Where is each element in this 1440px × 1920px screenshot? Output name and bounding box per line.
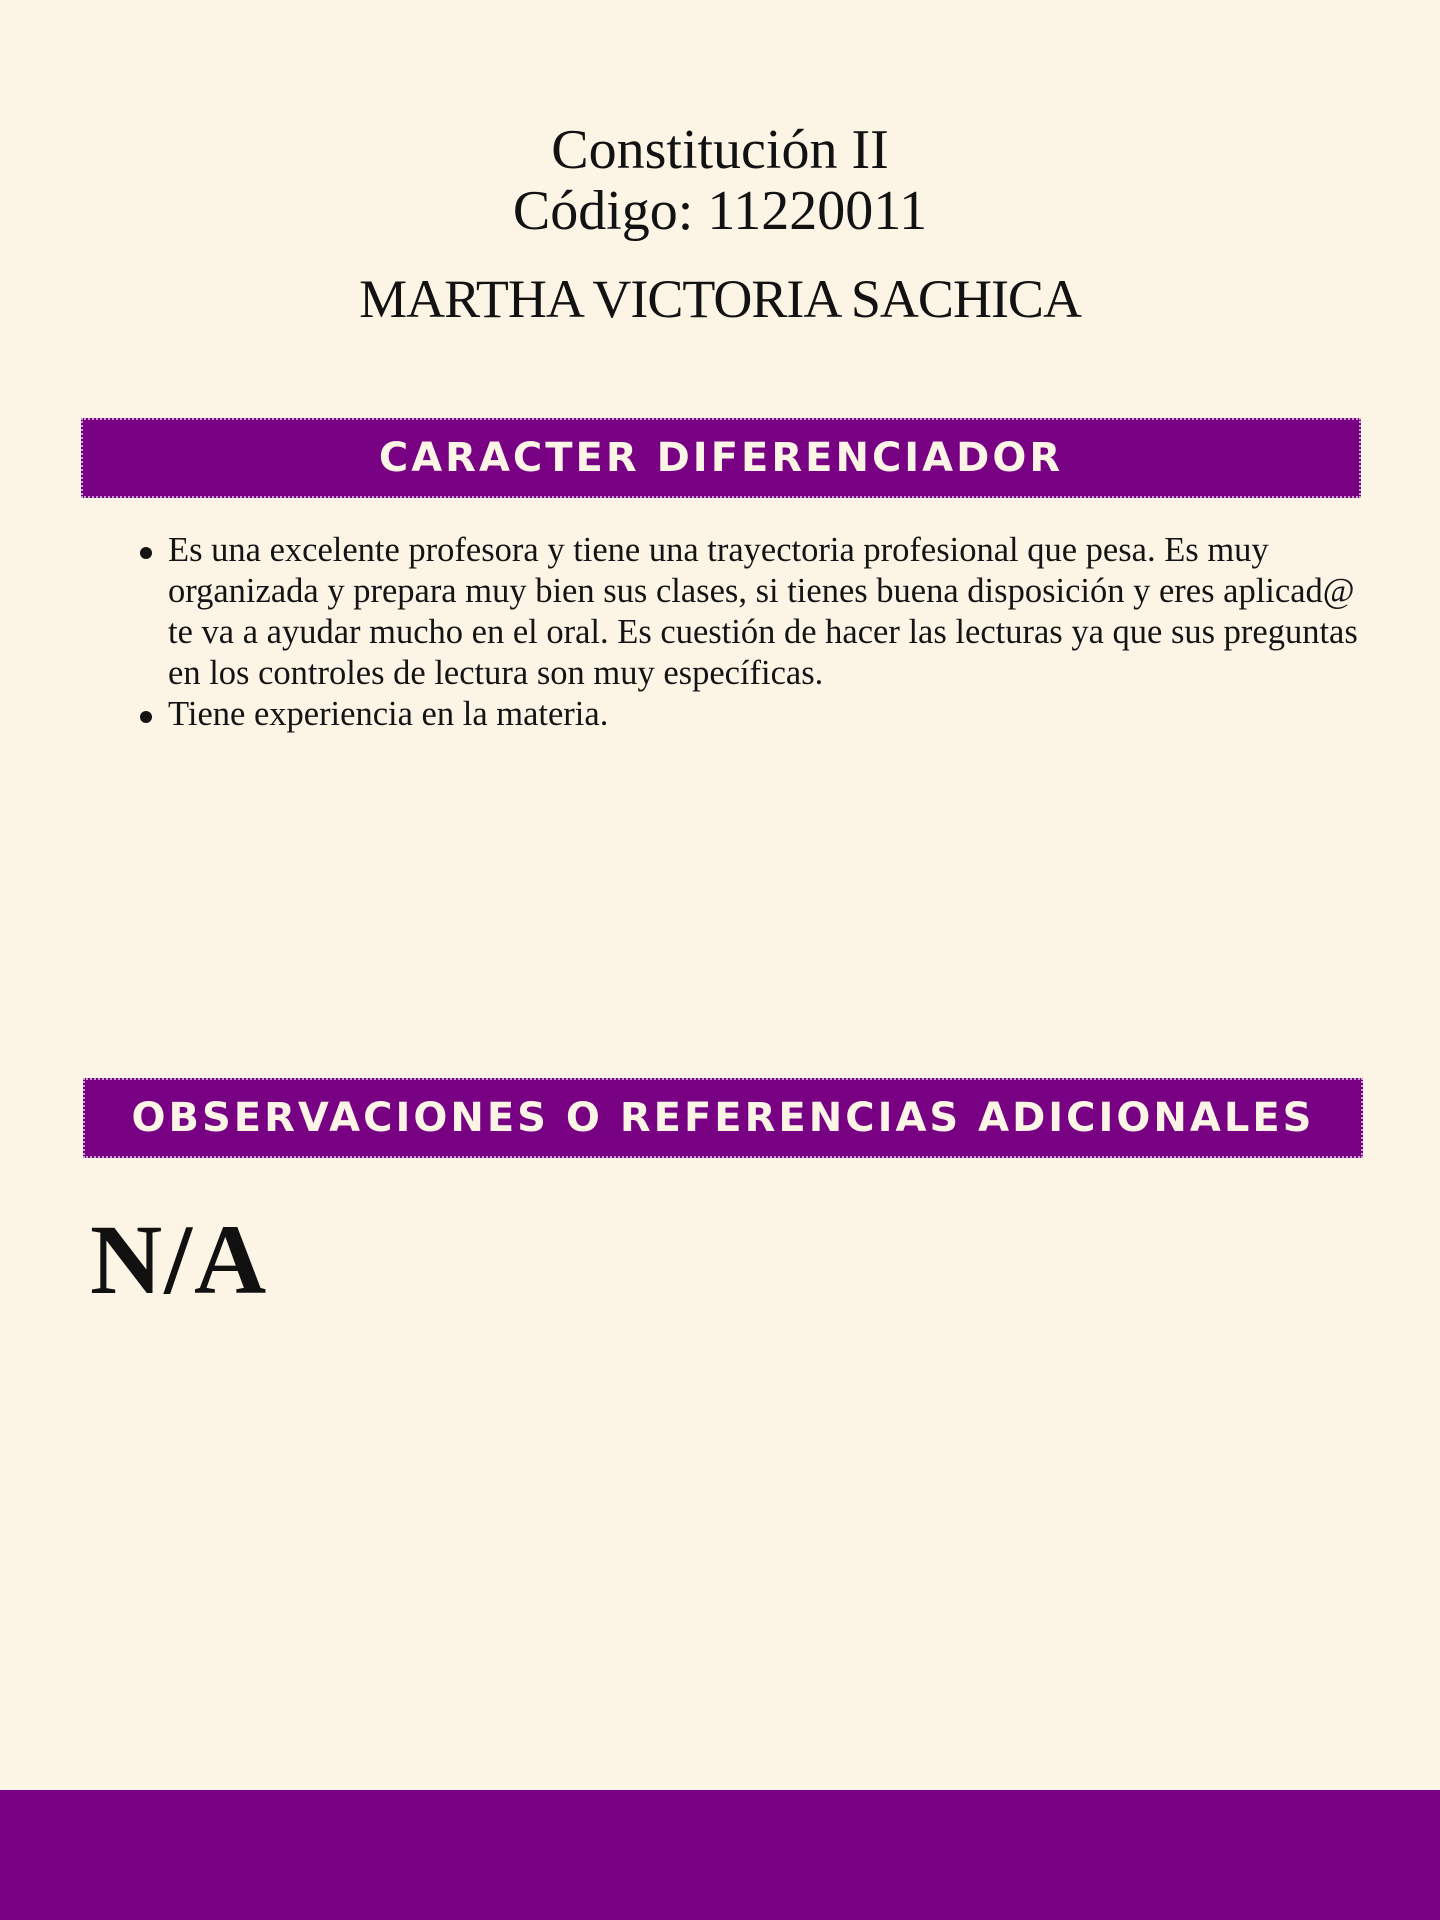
list-item: [140, 530, 1365, 694]
course-title: Constitución II: [551, 119, 889, 181]
list-item-text: Es una excelente profesora y tiene una trayectoria profesional que pesa. Es muy organizada y prepara muy bien sus clases, si tienes buena disposición y eres aplicad@ te va a ayudar mucho en el oral. Es cuestión de hacer las lecturas ya que sus preguntas en los controles de lectura son muy específicas.: [168, 531, 1358, 692]
professor-name: MARTHA VICTORIA SACHICA: [359, 269, 1081, 329]
list-item-text: Tiene experiencia en la materia.: [168, 695, 609, 733]
footer-bar: [0, 1790, 1440, 1920]
course-code: Código: 11220011: [512, 180, 928, 242]
section-title-observaciones: OBSERVACIONES O REFERENCIAS ADICIONALES: [131, 1095, 1315, 1141]
caracter-list: [140, 530, 1365, 735]
bullet-icon: [140, 547, 152, 559]
list-item: [140, 694, 1365, 735]
section-banner-observaciones: [83, 1078, 1363, 1158]
observaciones-content: N/A: [90, 1204, 269, 1315]
bullet-icon: [140, 711, 152, 723]
section-title-caracter: CARACTER DIFERENCIADOR: [378, 435, 1064, 481]
section-banner-caracter: [81, 418, 1361, 498]
